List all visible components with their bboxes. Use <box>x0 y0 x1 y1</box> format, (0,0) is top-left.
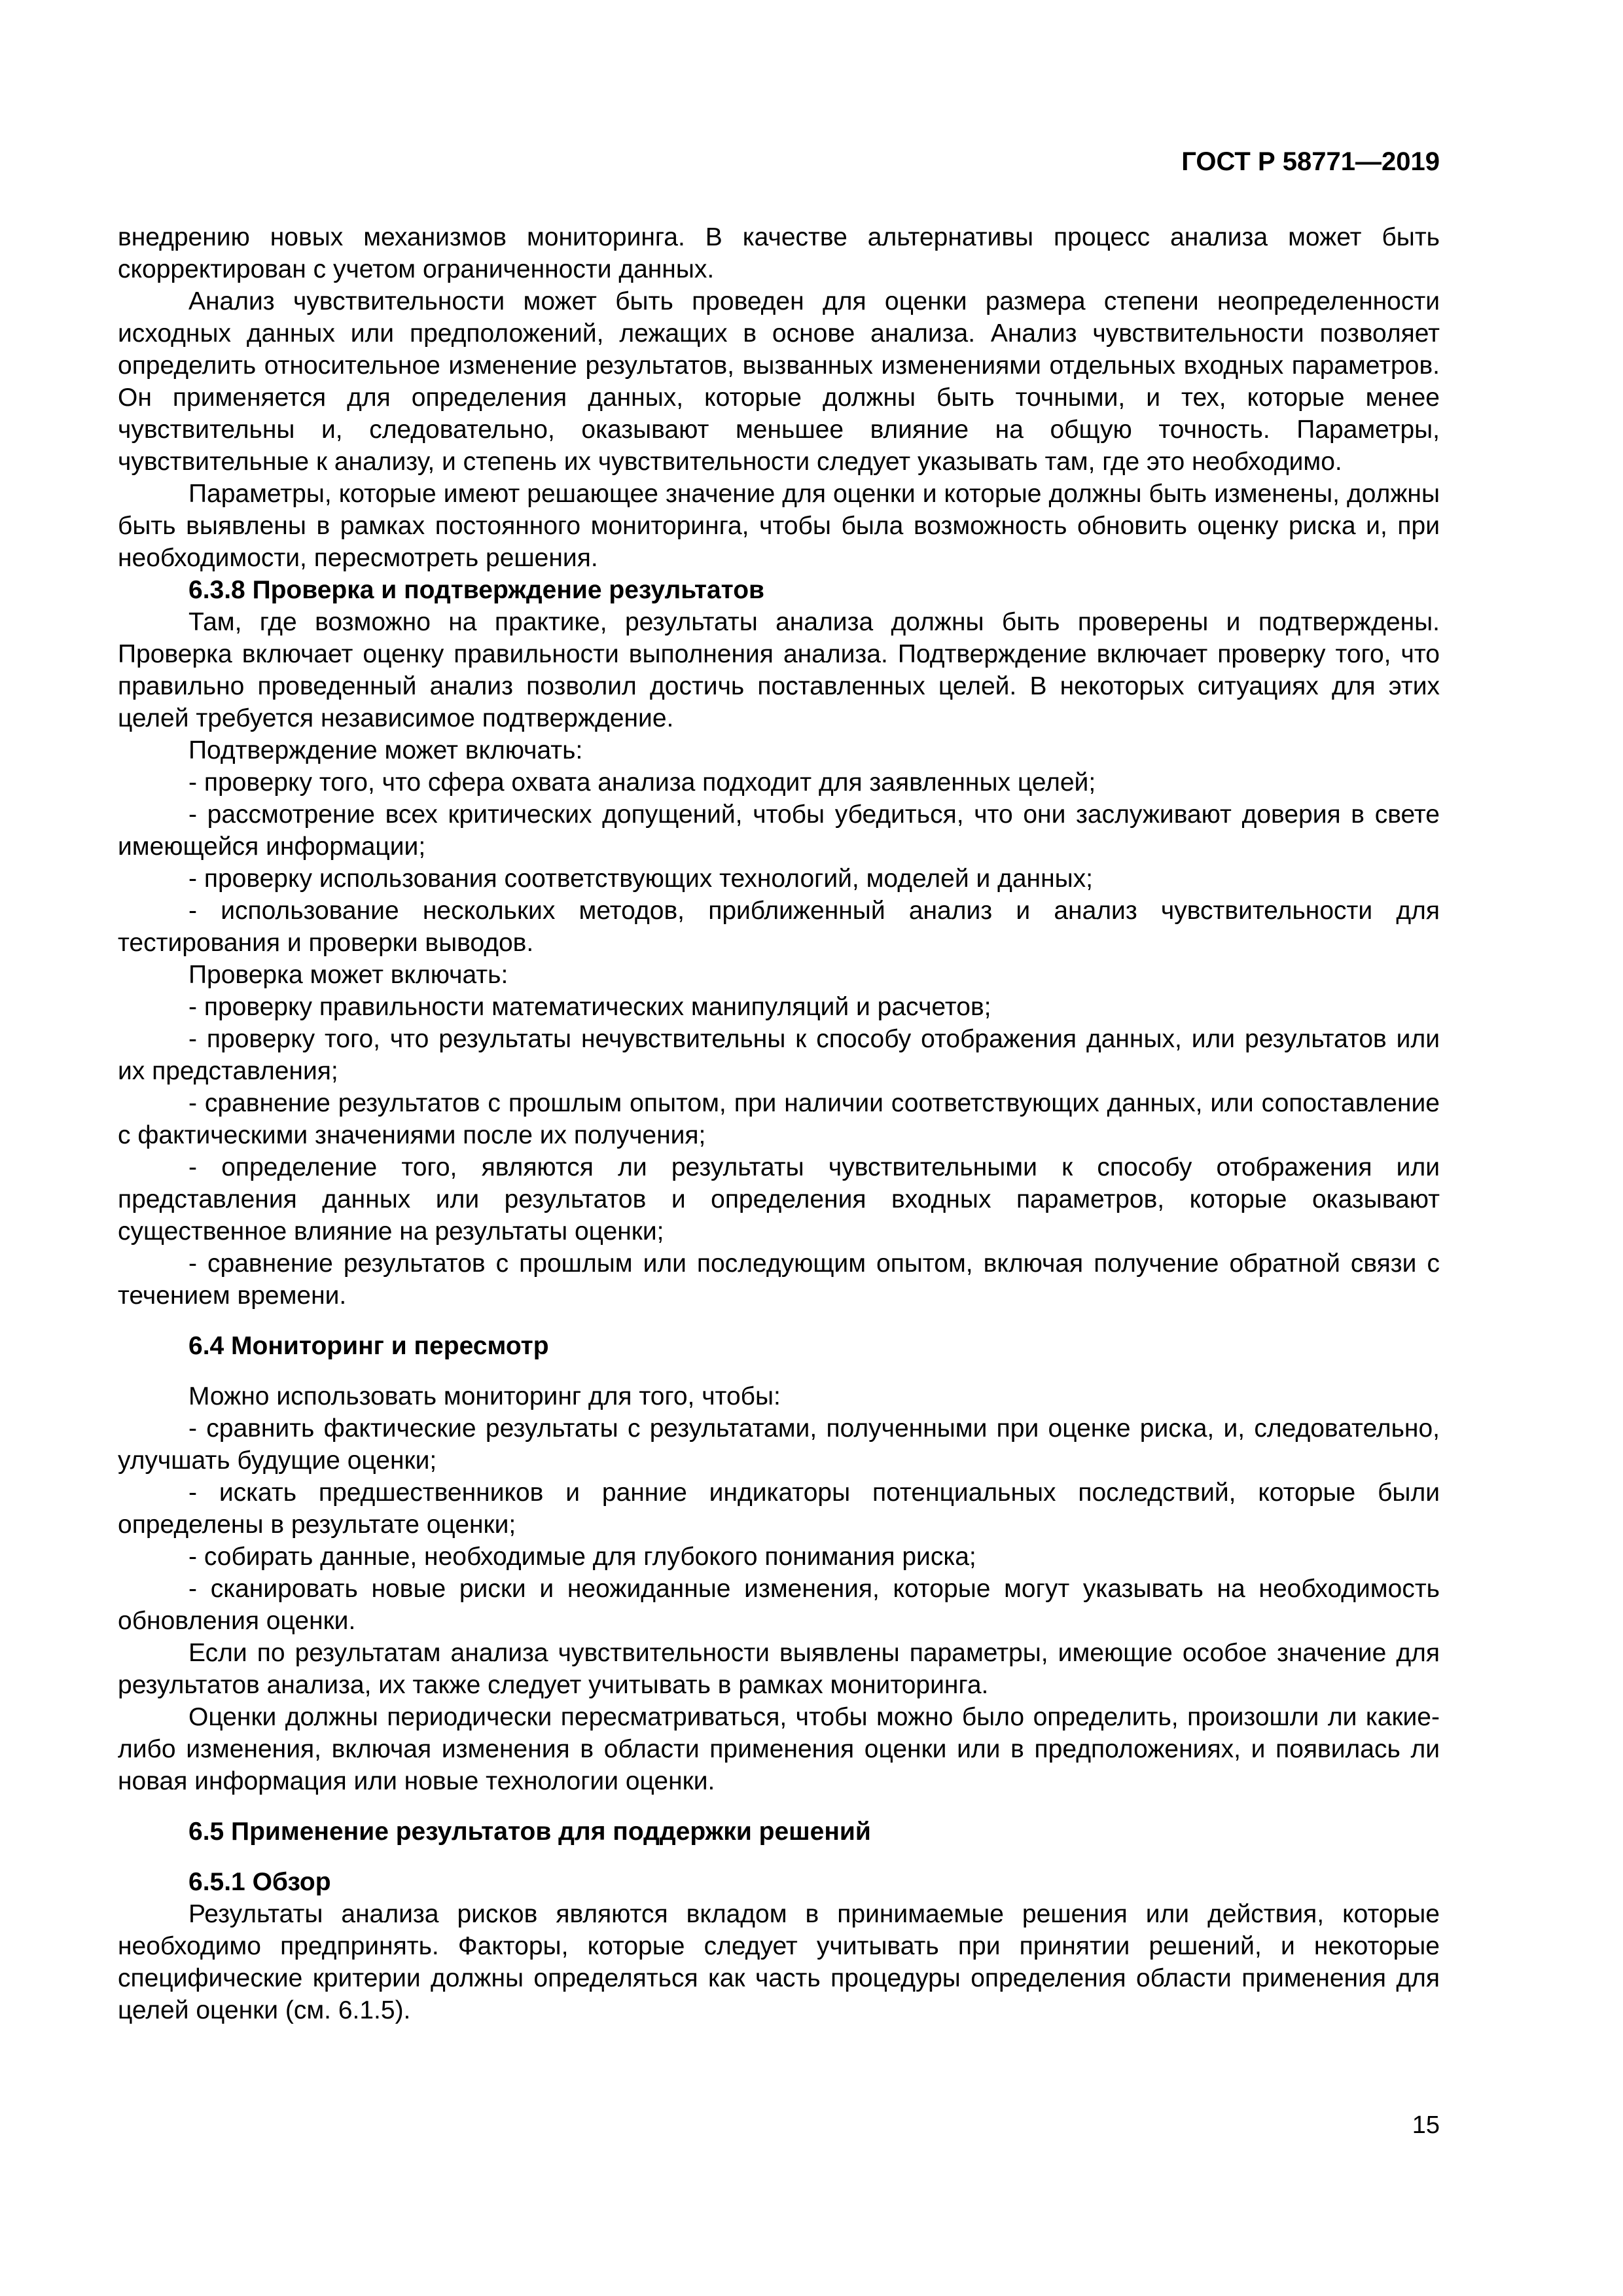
list-item: - проверку правильности математических манипуляций и расчетов; <box>188 993 991 1021</box>
paragraph: Там, где возможно на практике, результаты анализа должны быть проверены и подтверждены. Проверка включает оценку правильности выполнения анализа. Подтверждение включает проверку того, что правильно проведенный анализ позволил достичь поставленных целей. В некоторых ситуациях для этих целей требуется независимое подтверждение. <box>118 608 1440 732</box>
list-item: - сравнить фактические результаты с результатами, полученными при оценке риска, и, следовательно, улучшать будущие оценки; <box>118 1414 1440 1475</box>
list-item: - проверку использования соответствующих технологий, моделей и данных; <box>188 865 1093 893</box>
section-heading: 6.5.1 Обзор <box>188 1868 331 1896</box>
paragraph: Проверка может включать: <box>188 961 508 989</box>
list-item: - рассмотрение всех критических допущений, чтобы убедиться, что они заслуживают доверия в свете имеющейся информации; <box>118 800 1440 861</box>
paragraph: Параметры, которые имеют решающее значение для оценки и которые должны быть изменены, должны быть выявлены в рамках постоянного мониторинга, чтобы была возможность обновить оценку риска и, при необходимости, пересмотреть решения. <box>118 480 1440 572</box>
list-item: - сканировать новые риски и неожиданные изменения, которые могут указывать на необходимость обновления оценки. <box>118 1575 1440 1635</box>
section-heading: 6.5 Применение результатов для поддержки решений <box>188 1818 871 1846</box>
document-header: ГОСТ Р 58771—2019 <box>1181 147 1440 176</box>
list-item: - проверку того, что результаты нечувствительны к способу отображения данных, или результатов или их представления; <box>118 1025 1440 1085</box>
list-item: - сравнение результатов с прошлым или последующим опытом, включая получение обратной связи с течением времени. <box>118 1249 1440 1310</box>
list-item: - проверку того, что сфера охвата анализа подходит для заявленных целей; <box>188 768 1096 797</box>
list-item: - собирать данные, необходимые для глубокого понимания риска; <box>188 1543 976 1571</box>
list-item: - сравнение результатов с прошлым опытом, при наличии соответствующих данных, или сопоставление с фактическими значениями после их получения; <box>118 1089 1440 1149</box>
paragraph: Оценки должны периодически пересматриваться, чтобы можно было определить, произошли ли какие-либо изменения, включая изменения в области применения оценки или в предположениях, и появилась ли новая информация или новые технологии оценки. <box>118 1703 1440 1795</box>
list-item: - искать предшественников и ранние индикаторы потенциальных последствий, которые были определены в результате оценки; <box>118 1479 1440 1539</box>
paragraph: внедрению новых механизмов мониторинга. В качестве альтернативы процесс анализа может быть скорректирован с учетом ограниченности данных. <box>118 223 1440 283</box>
section-heading: 6.4 Мониторинг и пересмотр <box>188 1332 549 1360</box>
page-number: 15 <box>1412 2111 1440 2139</box>
list-item: - использование нескольких методов, приближенный анализ и анализ чувствительности для тестирования и проверки выводов. <box>118 897 1440 957</box>
paragraph: Можно использовать мониторинг для того, чтобы: <box>188 1382 781 1410</box>
paragraph: Если по результатам анализа чувствительности выявлены параметры, имеющие особое значение для результатов анализа, их также следует учитывать в рамках мониторинга. <box>118 1639 1440 1699</box>
list-item: - определение того, являются ли результаты чувствительными к способу отображения или представления данных или результатов и определения входных параметров, которые оказывают существенное влияние на результаты оценки; <box>118 1153 1440 1246</box>
paragraph: Подтверждение может включать: <box>188 736 583 764</box>
section-heading: 6.3.8 Проверка и подтверждение результатов <box>188 576 765 604</box>
paragraph: Результаты анализа рисков являются вкладом в принимаемые решения или действия, которые необходимо предпринять. Факторы, которые следует учитывать при принятии решений, и некоторые специфические критерии должны определяться как часть процедуры определения области применения для целей оценки (см. 6.1.5). <box>118 1900 1440 2024</box>
document-body <box>118 221 1440 2026</box>
paragraph: Анализ чувствительности может быть проведен для оценки размера степени неопределенности исходных данных или предположений, лежащих в основе анализа. Анализ чувствительности позволяет определить относительное изменение результатов, вызванных изменениями отдельных входных параметров. Он применяется для определения данных, которые должны быть точными, и тех, которые менее чувствительны и, следовательно, оказывают меньшее влияние на общую точность. Параметры, чувствительные к анализу, и степень их чувствительности следует указывать там, где это необходимо. <box>118 287 1440 476</box>
